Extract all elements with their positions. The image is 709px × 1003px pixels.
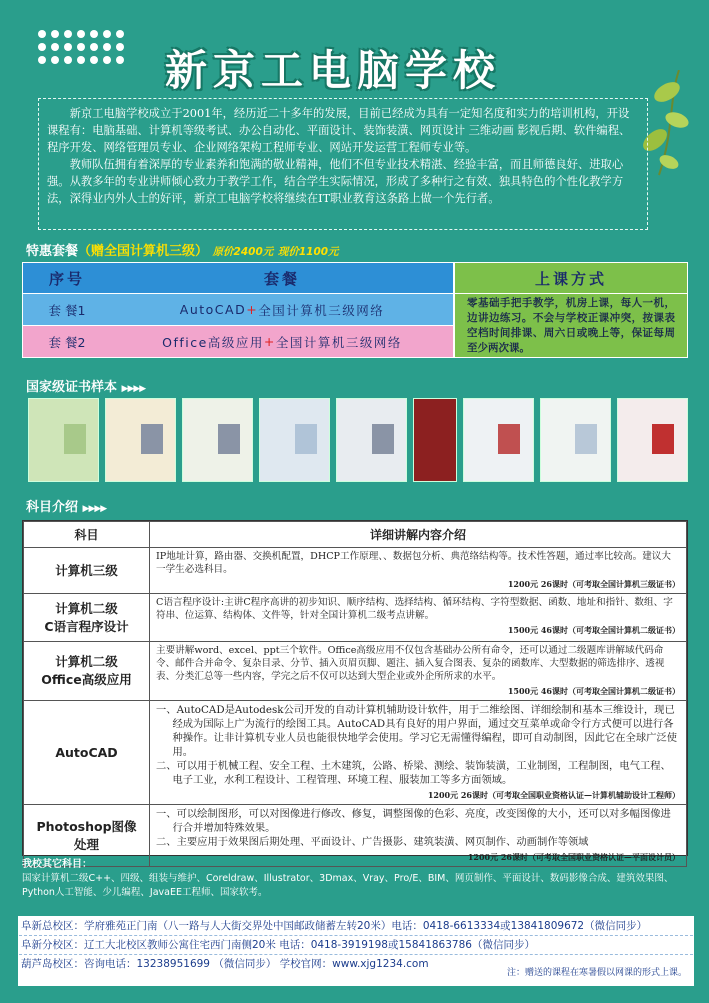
pkg-row2-name <box>111 326 453 357</box>
contact-box <box>18 916 694 986</box>
subjects-header-subject: 科目 <box>24 522 150 548</box>
pkg-header-name: 套餐 <box>111 263 453 293</box>
subject-price: 1200元 26课时（可考取全国职业资格认证—计算机辅助设计工程师） <box>427 790 680 800</box>
decorative-dots <box>38 30 124 64</box>
subjects-title: 科目介绍 <box>26 500 79 515</box>
pkg-row1-plus: + <box>246 302 259 317</box>
contact-line: 葫芦岛校区：咨询电话：13238951699 （微信同步） 学校官网：www.xjg1234.com <box>21 958 429 970</box>
pkg-row2-name-a: Office高级应用 <box>162 334 264 350</box>
current-price: 现价1100元 <box>277 246 339 258</box>
certificate-image <box>463 398 534 482</box>
other-subjects-heading: 我校其它科目： <box>22 859 92 870</box>
table-row <box>24 548 687 594</box>
certificate-image <box>182 398 253 482</box>
pkg-row1-name <box>111 294 453 325</box>
subject-name: 计算机二级 C语言程序设计 <box>24 594 150 642</box>
certificate-gallery <box>28 398 688 482</box>
table-row <box>24 642 687 701</box>
subject-name: 计算机二级 Office高级应用 <box>24 642 150 701</box>
pkg-row1-name-b: 全国计算机三级网络 <box>258 302 385 318</box>
pkg-method-text: 零基础手把手教学，机房上课，每人一机，边讲边练习。不会与学校正课冲突，按课表空档时间排课、周六日或晚上等，保证每周至少两次课。 <box>455 294 687 357</box>
subject-price: 1500元 46课时（可考取全国计算机二级证书） <box>507 625 680 635</box>
subject-name: 计算机三级 <box>24 548 150 594</box>
offer-title: 特惠套餐 <box>26 244 79 259</box>
course-note: 注：赠送的课程在寒暑假以网课的形式上课。 <box>506 968 687 978</box>
pkg-header-no: 序号 <box>23 263 111 293</box>
pkg-row2-plus: + <box>263 334 276 349</box>
subject-detail-text: C语言程序设计:主讲C程序高讲的初步知识、顺序结构、选择结构、循环结构、字符型数据、函数、地址和指针、数组、字符串、位运算、结构体、文件等，针对全国计算机二级考点讲解。 <box>156 597 673 621</box>
subject-name: AutoCAD <box>24 701 150 805</box>
subject-detail-item: 二、主要应用于效果图后期处理、平面设计、广告摄影、建筑装潢、网页制作、动画制作等领域 <box>156 836 589 848</box>
other-subjects-text: 国家计算机二级C++、四级、组装与维护、Coreldraw、Illustrator、3Dmax、Vray、Pro/E、BIM、网页制作、平面设计、数码影像合成、建筑效果图、Python人工智能、少儿编程、JavaEE工程师、国家软考。 <box>22 873 674 898</box>
subjects-header-row <box>24 522 687 548</box>
pkg-row2-no: 套 餐2 <box>23 326 111 357</box>
subject-detail-item: 一、AutoCAD是Autodesk公司开发的自动计算机辅助设计软件，用于二维绘图、详细绘制和基本三维设计，现已经成为国际上广为流行的绘图工具。AutoCAD具有良好的用户界面，通过交互菜单或命令行方式便可以进行各种操作。让非计算机专业人员也能很快地学会使用。学习它无需懂得编程，即可自动制图，因此它在全球广泛使用。 <box>156 704 678 758</box>
subject-detail <box>150 701 687 805</box>
pkg-row1-no: 套 餐1 <box>23 294 111 325</box>
subject-detail-item: 一、可以绘制图形，可以对图像进行修改、修复，调整图像的色彩、亮度，改变图像的大小，还可以对多幅图像进行合并增加特殊效果。 <box>156 808 671 834</box>
subject-price: 1500元 46课时（可考取全国计算机二级证书） <box>507 686 680 696</box>
subjects-label: 科目介绍 ▶▶▶▶ <box>26 500 107 515</box>
contact-line: 阜新总校区：学府雅苑正门南（八一路与人大街交界处中国邮政储蓄左转20米）电话：0418-6613334或13841809672（微信同步） <box>19 917 693 936</box>
pkg-header-method: 上课方式 <box>455 263 687 293</box>
offer-gift: （赠全国计算机三级） <box>78 244 209 259</box>
certificate-image <box>259 398 330 482</box>
subject-detail-item: 二、可以用于机械工程、安全工程、土木建筑，公路、桥梁、测绘、装饰装潢，工业制图，工程制图，电气工程、电子工业，水利工程设计、工程管理、环境工程、服装加工等多方面领域。 <box>156 760 671 786</box>
certificate-image <box>105 398 176 482</box>
pkg-row2-name-b: 全国计算机三级网络 <box>275 334 402 350</box>
offer-label <box>26 240 339 259</box>
intro-paragraph-2: 教师队伍拥有着深厚的专业素养和饱满的敬业精神，他们不但专业技术精湛、经验丰富，而且师德良好、进取心强。从教多年的专业讲师倾心致力于教学工作，结合学生实际情况，形成了多种行之有效、独具特色的个性化教学方法，深得业内外人士的好评，新京工电脑学校将继续在IT职业教育这条路上做一个先行者。 <box>47 158 624 205</box>
package-table <box>22 262 688 358</box>
certificate-image <box>413 398 456 482</box>
certificate-image <box>617 398 688 482</box>
school-title: 新京工电脑学校 <box>165 46 502 95</box>
contact-line: 阜新分校区：辽工大北校区教师公寓住宅西门南侧20米 电话：0418-3919198或15841863786（微信同步） <box>19 936 693 955</box>
subject-name: Photoshop图像 处理 <box>24 805 150 867</box>
subjects-header-detail: 详细讲解内容介绍 <box>150 522 687 548</box>
certificate-image <box>540 398 611 482</box>
subject-price: 1200元 26课时（可考取全国计算机三级证书） <box>507 579 680 589</box>
subject-detail <box>150 548 687 594</box>
other-subjects <box>22 858 688 900</box>
certs-title: 国家级证书样本 <box>26 380 118 395</box>
subject-price: 1200元 26课时（可考取全国职业资格认证—平面设计员） <box>467 852 680 862</box>
table-row <box>24 594 687 642</box>
pkg-row1-name-a: AutoCAD <box>179 302 247 317</box>
intro-box <box>38 98 648 230</box>
table-row <box>24 701 687 805</box>
certs-label: 国家级证书样本 ▶▶▶▶ <box>26 380 146 395</box>
subject-detail-text: 主要讲解word、excel、ppt三个软件。Office高级应用不仅包含基础办公所有命令，还可以通过二级题库讲解域代码命令、邮件合并命令、复杂目录、分节、插入页眉页脚、题注、插入复合图表、复杂的函数库、大型数据的筛选排序、透视表、分类汇总等一些内容，学完之后不仅可以达到大型企业或外企所所求的水平。 <box>156 645 665 682</box>
original-price: 原价2400元 <box>212 246 274 258</box>
subjects-table <box>22 520 688 862</box>
subject-detail <box>150 594 687 642</box>
intro-paragraph-1: 新京工电脑学校成立于2001年，经历近二十多年的发展，目前已经成为具有一定知名度和实力的培训机构，开设课程有：电脑基础、计算机等级考试、办公自动化、平面设计、装饰装潢、网页设计 三维动画 影视后期、软件编程、程序开发、网络管理员专业、企业网络架构工程师专业、网站开发运营工程师专业等。 <box>47 107 631 154</box>
subject-detail-text: IP地址计算，路由器、交换机配置，DHCP工作原理、、数据包分析、典范络结构等。技术性答题，通过率比较高。建议大一学生必选科目。 <box>156 551 671 575</box>
certificate-image <box>28 398 99 482</box>
subject-detail <box>150 642 687 701</box>
certificate-image <box>336 398 407 482</box>
